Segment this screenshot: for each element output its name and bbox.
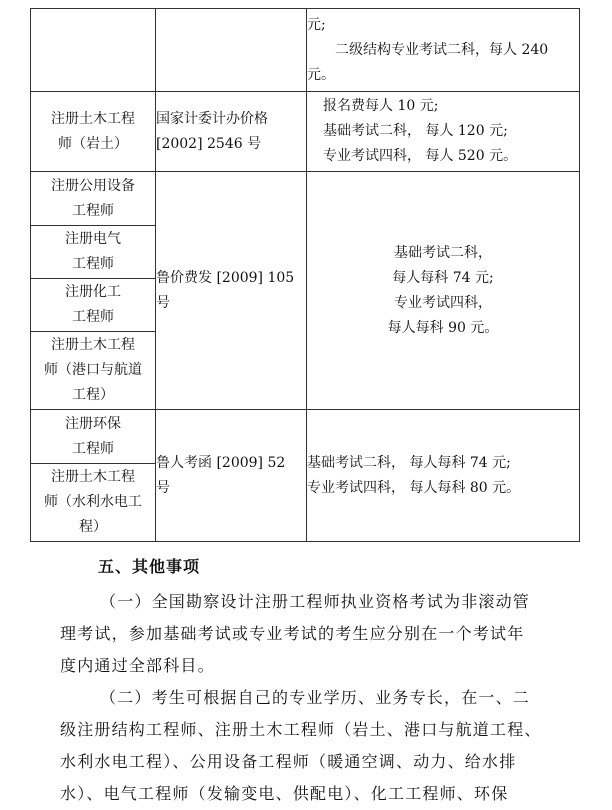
fee-line: 基础考试二科， 每人每科 74 元; [307,454,511,471]
table-row [31,92,580,172]
paragraph-line: 水）、电气工程师（发输变电、供配电）、化工工程师、环保 [60,784,509,803]
fee-line: 专业考试四科， [394,294,492,311]
paragraph-line: 理考试，参加基础考试或专业考试的考生应分别在一个考试年 [60,624,525,643]
fee-line: 报名费每人 10 元; [323,98,439,114]
fee-line: 元; [307,16,326,33]
fee-line: 元。 [307,66,335,83]
category-line: 工程） [72,387,114,403]
document-line: 号 [156,479,170,496]
fee-cell [307,9,580,92]
fee-line: 专业考试四科， 每人每科 80 元。 [307,479,521,496]
table-row [31,9,580,92]
document-line: [2002] 2546 号 [156,135,262,152]
document-line: 鲁价费发 [2009] 105 [156,269,295,286]
document-line: 鲁人考函 [2009] 52 [156,454,286,471]
category-line: 注册化工 [65,284,121,300]
fee-cell [307,172,580,410]
document-cell-empty [156,9,307,92]
fee-line: 每人每科 90 元。 [387,319,499,336]
category-cell [31,279,156,332]
fee-line: 基础考试二科， [394,244,492,261]
fee-line: 二级结构专业考试二科，每人 240 [335,41,549,58]
category-cell-empty [31,9,156,92]
category-line: 注册土木工程 [51,110,135,127]
category-line: 注册公用设备 [51,177,135,194]
fee-line: 基础考试二科， 每人 120 元; [323,123,508,139]
category-line: 师（港口与航道 [44,362,142,378]
document-line: 号 [156,294,170,311]
category-line: 工程师 [72,309,114,325]
paragraph-line: （二）考生可根据自己的专业学历、业务专长，在一、二 [100,688,531,707]
document-cell [156,172,307,410]
category-cell [31,332,156,410]
category-cell [31,226,156,279]
fee-cell [307,410,580,542]
paragraph-1 [60,586,552,682]
category-line: 注册土木工程 [51,337,135,353]
category-line: 工程师 [72,202,114,219]
category-cell [31,92,156,172]
document-cell [156,92,307,172]
category-line: 注册土木工程 [51,469,135,485]
paragraph-line: （一）全国勘察设计注册工程师执业资格考试为非滚动管 [100,592,531,611]
fee-cell [307,92,580,172]
category-cell [31,464,156,542]
fee-line: 专业考试四科， 每人 520 元。 [323,148,518,164]
paragraph-line: 水利水电工程）、公用设备工程师（暖通空调、动力、给水排 [60,752,517,771]
category-line: 工程师 [72,440,114,457]
category-line: 师（水利水电工 [44,494,142,510]
category-line: 注册电气 [65,231,121,247]
category-line: 工程师 [72,256,114,272]
category-line: 程） [79,519,107,535]
table-row [31,410,580,464]
paragraph-line: 级注册结构工程师、注册土木工程师（岩土、港口与航道工程、 [60,720,542,739]
fee-table [30,8,580,542]
section-heading: 五、其他事项 [98,557,201,576]
category-cell [31,410,156,464]
paragraph-line: 度内通过全部科目。 [60,656,215,675]
category-line: 师（岩土） [58,135,128,152]
category-line: 注册环保 [65,415,121,432]
paragraph-2 [60,682,552,810]
document-line: 国家计委计办价格 [156,110,268,127]
document-cell [156,410,307,542]
fee-line: 每人每科 74 元; [392,269,494,286]
category-cell [31,172,156,226]
table-row [31,172,580,226]
